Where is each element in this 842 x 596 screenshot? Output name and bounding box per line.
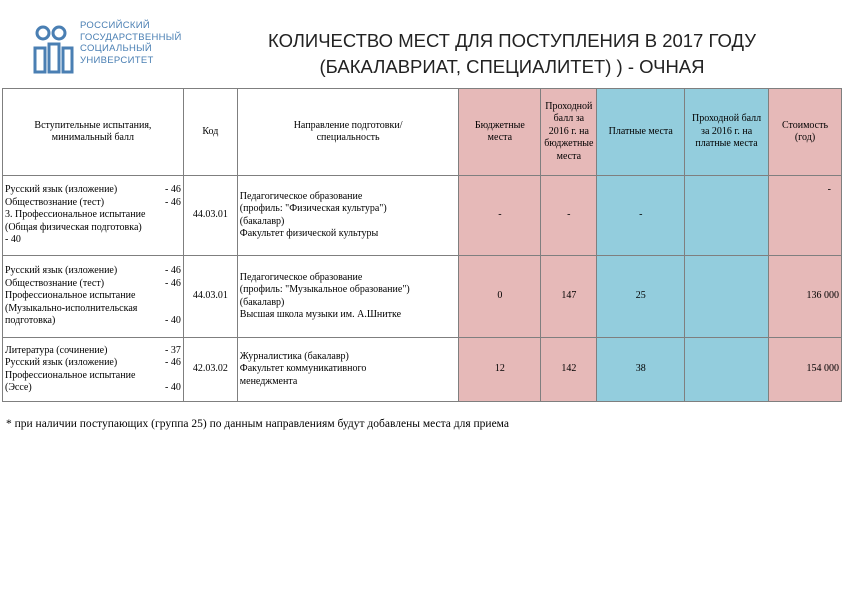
passing-budget-cell: 142 [541,338,597,402]
table-row [3,338,842,402]
logo-line: РОССИЙСКИЙ [80,20,150,31]
direction-cell: Педагогическое образование (профиль: "Музыкальное образование") (бакалавр) Высшая школа музыки им. А.Шнитке [237,256,459,338]
exams-cell [3,176,184,256]
exam-line: Литература (сочинение) - 37 [5,344,181,356]
cost-cell: - [769,176,842,256]
footnote: * при наличии поступающих (группа 25) по данным направлениям будут добавлены места для приема [6,418,509,430]
exam-line: Русский язык (изложение) - 46 [5,184,181,196]
code-cell: 44.03.01 [183,176,237,256]
paid-cell: 25 [597,256,685,338]
code-cell: 44.03.01 [183,256,237,338]
passing-paid-cell [685,338,769,402]
direction-cell: Педагогическое образование (профиль: "Физическая культура") (бакалавр) Факультет физической культуры [237,176,459,256]
direction-cell: Журналистика (бакалавр) Факультет коммуникативного менеджмента [237,338,459,402]
exams-cell [3,338,184,402]
exams-cell [3,256,184,338]
exam-line: Обществознание (тест) - 46 [5,196,181,208]
exam-line: подготовка) - 40 [5,315,181,327]
page-title [196,28,828,80]
table-row [3,256,842,338]
budget-cell: 0 [459,256,541,338]
budget-cell: - [459,176,541,256]
code-cell: 42.03.02 [183,338,237,402]
header-direction: Направление подготовки/ специальность [237,89,459,176]
admission-table [2,88,842,402]
logo-line: ГОСУДАРСТВЕННЫЙ [80,31,182,43]
header-passing-paid: Проходной балл за 2016 г. на платные места [685,89,769,176]
header-cost: Стоимость (год) [769,89,842,176]
university-logo [32,18,202,78]
title-line-1: КОЛИЧЕСТВО МЕСТ ДЛЯ ПОСТУПЛЕНИЯ В 2017 ГОДУ [268,30,756,51]
exam-line: Обществознание (тест) - 46 [5,277,181,289]
header-exams: Вступительные испытания, минимальный балл [3,89,184,176]
paid-cell: 38 [597,338,685,402]
header-code: Код [183,89,237,176]
exam-line: - 40 [5,234,21,246]
exam-line: Русский язык (изложение) - 46 [5,265,181,277]
exam-line: (Музыкально-исполнительская [5,302,138,314]
cost-cell: 154 000 [769,338,842,402]
passing-budget-cell: 147 [541,256,597,338]
header-paid: Платные места [597,89,685,176]
cost-cell: 136 000 [769,256,842,338]
exam-line: Профессиональное испытание [5,369,136,381]
exam-line: (Эссе) - 40 [5,382,181,393]
exam-line: (Общая физическая подготовка) [5,221,142,233]
exam-line: Русский язык (изложение) - 46 [5,357,181,368]
rgsu-emblem-icon [32,24,74,74]
header-budget: Бюджетные места [459,89,541,176]
exam-line: 3. Профессиональное испытание [5,209,146,221]
title-line-2: (БАКАЛАВРИАТ, СПЕЦИАЛИТЕТ) ) - ОЧНАЯ [319,56,705,77]
logo-line: СОЦИАЛЬНЫЙ [80,43,153,54]
logo-wordmark [80,20,182,66]
table-row [3,176,842,256]
paid-cell: - [597,176,685,256]
header-passing-budget: Проходной балл за 2016 г. на бюджетные места [541,89,597,176]
table-header-row [3,89,842,176]
passing-paid-cell [685,176,769,256]
passing-budget-cell: - [541,176,597,256]
exam-line: Профессиональное испытание [5,290,136,302]
logo-line: УНИВЕРСИТЕТ [80,54,154,66]
passing-paid-cell [685,256,769,338]
budget-cell: 12 [459,338,541,402]
